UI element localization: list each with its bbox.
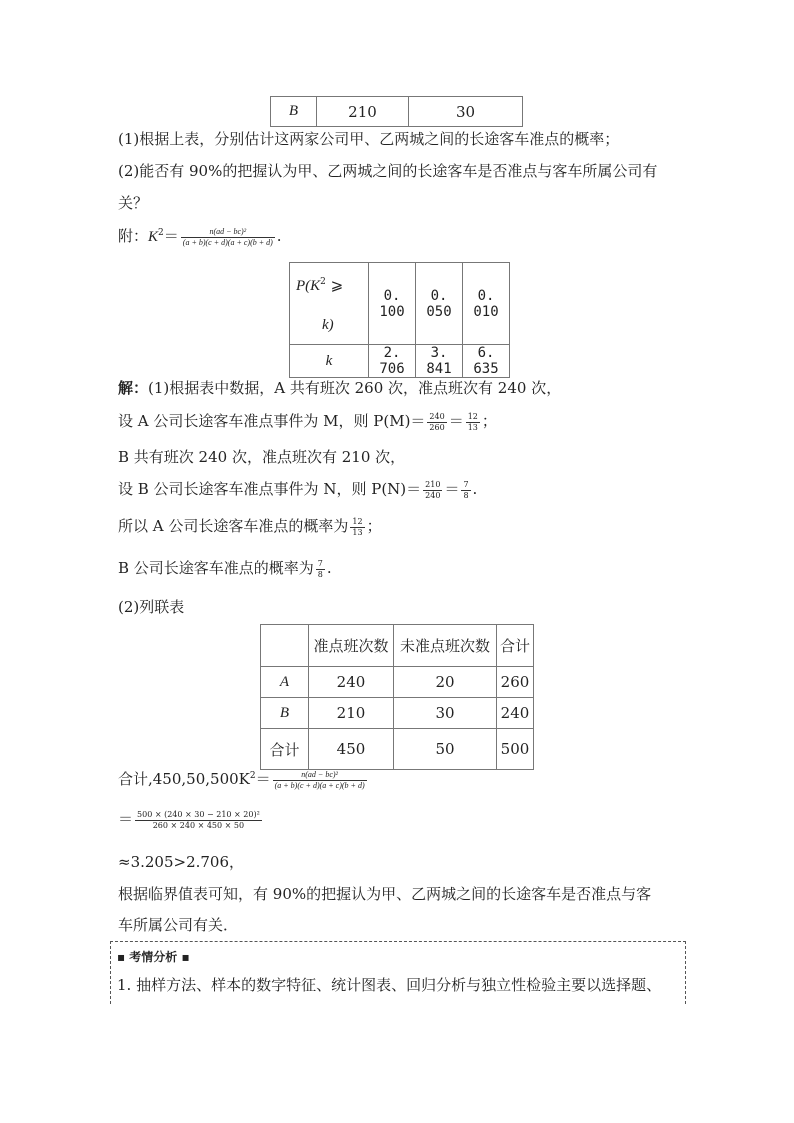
table-cell: A [261, 667, 309, 698]
question-2-line-2: 关？ [118, 194, 149, 212]
solution-line-4: 设 B 公司长途客车准点事件为 N，则 P(N)＝ $\frac{210}{240}$ ＝ $\frac{7}{8}$ . [118, 479, 478, 500]
fraction-numerator: n(ad − bc)² [181, 227, 275, 238]
fraction: $\frac{240}{260}$ [429, 411, 445, 432]
table-cell: 2. 706 [369, 345, 416, 378]
table-cell: B [261, 698, 309, 729]
fraction-denominator: (a + b)(c + d)(a + c)(b + d) [182, 237, 273, 247]
period: . [276, 227, 282, 245]
k-label: k [290, 345, 369, 378]
calc-line-1: 合计$,450,50,500K^2=$ $\frac{\text{n(ad − bc)²}}{(a + b)(c + d)(a + c)(b + d)}$ [118, 769, 365, 790]
chi-square-fraction: $\frac{\text{n(ad − bc)²}}{(a + b)(c + d)(a + c)(b + d)}$ [274, 769, 365, 790]
chi-square-fraction [181, 227, 275, 248]
table-row [261, 667, 534, 698]
fraction: $\frac{210}{240}$ [425, 479, 441, 500]
table-cell: 0. 010 [463, 263, 510, 345]
table-cell: 3. 841 [416, 345, 463, 378]
numeric-fraction: $\frac{\text{500 × (240 × 30 − 210 × 20)²}}{260 \times 240 \times 450 \times 50}$ [137, 809, 260, 830]
analysis-box [110, 941, 686, 1004]
table-row [261, 729, 534, 770]
fraction: $\frac{7}{8}$ [463, 479, 469, 500]
calc-line-2: ＝ $\frac{\text{500 × (240 × 30 − 210 × 20)²}}{260 \times 240 \times 450 \times 50}$ [118, 809, 260, 830]
table-row [290, 345, 510, 378]
appendix-prefix: 附： [118, 227, 149, 245]
table-cell: 0. 100 [369, 263, 416, 345]
contingency-table [260, 624, 534, 770]
solution-line-3: B 共有班次 240 次，准点班次有 210 次， [118, 448, 406, 466]
analysis-title: ▪ 考情分析 ▪ [117, 950, 190, 964]
fraction: $\frac{7}{8}$ [317, 558, 323, 579]
fraction: $\frac{12}{13}$ [467, 411, 478, 432]
table-cell: 260 [497, 667, 534, 698]
table-cell: 240 [497, 698, 534, 729]
table-cell: 6. 635 [463, 345, 510, 378]
table-cell: 30 [394, 698, 497, 729]
table-cell: B [271, 97, 317, 127]
top-table [270, 96, 523, 127]
solution-line-2: 设 A 公司长途客车准点事件为 M，则 P(M)＝ $\frac{240}{260}$ ＝ $\frac{12}{13}$ ； [118, 411, 497, 432]
table-row [261, 698, 534, 729]
equals-sign: ＝ [163, 227, 179, 245]
appendix-formula [118, 225, 282, 248]
table-cell: 合计 [261, 729, 309, 770]
table-row [261, 625, 534, 667]
table-header: 准点班次数 [309, 625, 394, 667]
table-cell: 210 [317, 97, 409, 127]
table-row [271, 97, 523, 127]
table-cell: 210 [309, 698, 394, 729]
conclusion-line-1: 根据临界值表可知，有 90%的把握认为甲、乙两城之间的长途客车是否准点与客 [118, 885, 652, 903]
fraction: $\frac{12}{13}$ [352, 516, 363, 537]
table-header: 合计 [497, 625, 534, 667]
table-cell: 240 [309, 667, 394, 698]
solution-line-5: 所以 A 公司长途客车准点的概率为 $\frac{12}{13}$ ； [118, 516, 382, 537]
table-cell [261, 625, 309, 667]
k-symbol: K [148, 229, 159, 245]
table-row [290, 263, 510, 345]
analysis-line-1: 1. 抽样方法、样本的数字特征、统计图表、回归分析与独立性检验主要以选择题、 [117, 976, 662, 994]
solution-line-1: 解：(1)根据表中数据，A 共有班次 260 次，准点班次有 240 次， [118, 379, 562, 397]
question-2-line-1: (2)能否有 90%的把握认为甲、乙两城之间的长途客车是否准点与客车所属公司有 [118, 162, 658, 180]
conclusion-line-2: 车所属公司有关． [118, 916, 239, 934]
probability-header: $P(K^2$ ⩾ k) [290, 263, 369, 345]
calc-line-3: ≈3.205>2.706， [118, 853, 245, 871]
table-cell: 0. 050 [416, 263, 463, 345]
table-header: 未准点班次数 [394, 625, 497, 667]
solution-label: 解： [118, 379, 149, 397]
question-1: (1)根据上表，分别估计这两家公司甲、乙两城之间的长途客车准点的概率； [118, 130, 620, 148]
table-cell: 20 [394, 667, 497, 698]
solution-line-6: B 公司长途客车准点的概率为 $\frac{7}{8}$ . [118, 558, 332, 579]
table-cell: 50 [394, 729, 497, 770]
table-cell: 30 [409, 97, 523, 127]
critical-value-table [289, 262, 510, 378]
exponent: 2 [158, 228, 164, 238]
table-cell: 450 [309, 729, 394, 770]
solution-line-7: (2)列联表 [118, 598, 185, 616]
table-cell: 500 [497, 729, 534, 770]
